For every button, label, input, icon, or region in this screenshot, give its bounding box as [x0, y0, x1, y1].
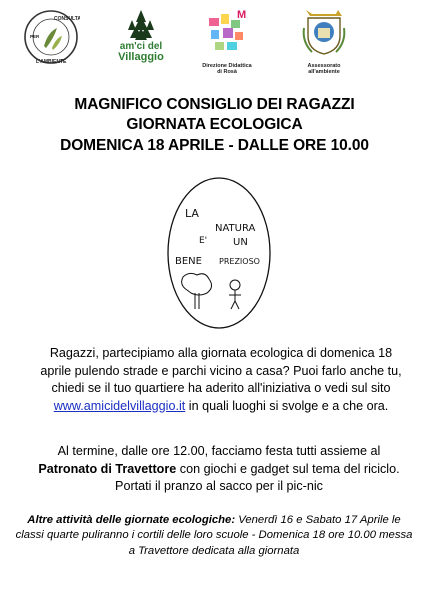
- amici-line1: am'ci del: [119, 41, 163, 52]
- other-activities-text: Venerdì 16 e Sabato 17 Aprile le classi quarte puliranno i cortili delle loro scuole - Domenica 18 ore 10.00 messa a Travettore dedicata alla giornata: [15, 514, 413, 557]
- nature-drawing: [165, 175, 273, 336]
- festa-text-1: Al termine, dalle ore 12.00, facciamo festa tutti assieme al: [57, 444, 381, 458]
- website-link[interactable]: www.amicidelvillaggio.it: [53, 398, 186, 413]
- intro-text-2: in quali luoghi si svolge e a che ora.: [185, 398, 389, 413]
- assessorato-logo: [298, 8, 350, 74]
- direzione-line2: di Rosà: [217, 69, 237, 75]
- drawing-word-bene: BENE: [175, 256, 202, 267]
- intro-text-1: Ragazzi, partecipiamo alla giornata ecologica di domenica 18 aprile pulendo strade e parchi vicino a casa? Puoi farlo anche tu, chiedi se il tuo quartiere ha aderito all'iniziativa o vedi sul sito: [40, 346, 402, 395]
- consulta-ring-top: CONSULTA: [54, 16, 80, 22]
- consulta-logo: [22, 8, 80, 66]
- other-activities-title: Altre attività delle giornate ecologiche:: [27, 514, 236, 526]
- consulta-bottom-text: L'AMBIENTE: [36, 59, 67, 65]
- svg-text:M: M: [237, 9, 247, 21]
- amici-line2: Villaggio: [118, 51, 164, 63]
- trees-icon: [128, 10, 154, 40]
- direzione-line1: Direzione Didattica: [202, 63, 252, 69]
- festa-paragraph: [34, 443, 404, 496]
- consulta-left-text: PER: [30, 34, 40, 39]
- amici-del-villaggio-logo: [110, 8, 172, 64]
- headline-line3: DOMENICA 18 APRILE - DALLE ORE 10.00: [60, 137, 369, 154]
- headline-line1: MAGNIFICO CONSIGLIO DEI RAGAZZI: [74, 96, 355, 113]
- nature-drawing-svg: [165, 175, 273, 331]
- headline-line2: GIORNATA ECOLOGICA: [126, 116, 303, 133]
- patronato-name: Patronato di Travettore: [38, 461, 177, 476]
- drawing-word-natura: NATURA: [215, 223, 256, 234]
- drawing-word-un: UN: [233, 237, 248, 248]
- tree-sketch-icon: [182, 273, 212, 309]
- drawing-word-prezioso: PREZIOSO: [219, 257, 260, 266]
- child-sketch-icon: [229, 280, 241, 309]
- assessorato-line1: Assessorato: [307, 63, 341, 69]
- festa-text-2: con giochi e gadget sul tema del riciclo. Portati il pranzo al sacco per il pic-nic: [115, 461, 400, 493]
- direzione-didattica-logo: [202, 8, 252, 75]
- drawing-word-e: E': [199, 236, 208, 246]
- assessorato-line2: all'ambiente: [308, 69, 340, 75]
- other-activities: [14, 513, 414, 559]
- intro-paragraph: [34, 345, 408, 415]
- drawing-word-la: LA: [185, 207, 199, 220]
